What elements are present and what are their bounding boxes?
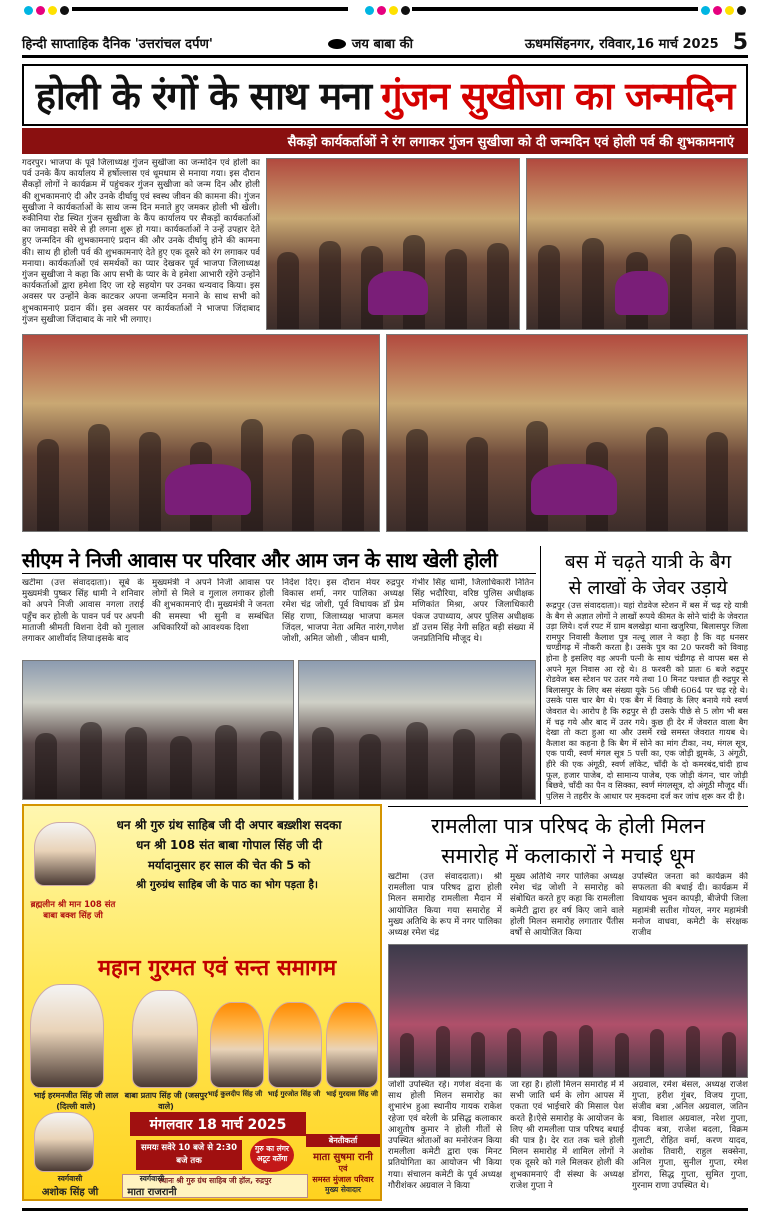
ramleela-top-rule <box>388 806 748 807</box>
ad-person-5: भाई गुरदास सिंह जी <box>326 1090 378 1098</box>
color-dots-left <box>24 6 69 15</box>
lead-headline-red: गुंजन सुखीजा का जन्मदिन <box>381 74 735 118</box>
cm-story-col-1: खटीमा (उत्त संवाददाता)। सूबे के मुख्यमंत्री पुष्कर सिंह धामी ने शनिवार को अपने निजी आवास नगला तराई पहुँच कर होली के पावन पर्व पर अपनी माताजी श्रीमती विशना देवी को गुलाल लगाकर आशीर्वाद लिया।इसके बाद <box>22 578 144 645</box>
cm-story-col-3: निर्देश दिए। इस दौरान मेयर रुद्रपुर विकास शर्मा, नगर पालिका अध्यक्ष रमेश चंद्र जोशी, पूर्व विधायक डॉ प्रेम सिंह राणा, जिलाध्यक्ष भाजपा कमल जिंदल, भाजपा नेता अमित नारंग,गणेश जोशी, अमित जोशी , जीवन धामी, <box>282 578 404 645</box>
bus-story-separator <box>540 546 541 804</box>
masthead-newspaper-name: हिन्दी साप्ताहिक दैनिक 'उत्तरांचल दर्पण' <box>22 36 213 52</box>
ad-bottom-left-role: स्वर्गवासी <box>57 1174 83 1183</box>
color-dots-center <box>365 6 410 15</box>
cm-story-col-2: मुख्यमंत्री ने अपने निजी आवास पर लोगों से मिले व गुलाल लगाकर होली की शुभकामनाएं दी। मुख्यमंत्री ने जनता की समस्या भी सुनी व सम्बंधित अधिकारियों को आवश्यक दिशा <box>152 578 274 633</box>
ad-host <box>306 1134 380 1198</box>
ad-bottom-mid-name: माता राजरानी <box>127 1187 177 1198</box>
ad-portrait-ashok-singh <box>34 1112 94 1172</box>
ramleela-headline-2: समारोह में कलाकारों ने मचाई धूम <box>441 844 695 868</box>
ad-portrait-2 <box>132 990 198 1088</box>
ramleela-col-3-bottom: अग्रवाल, रमेश बंसल, अध्यक्ष राजेश गुप्ता, हरीश गुंबर, विजय गुप्ता, संजीव बत्रा ,अनिल अग्रवाल, जतिन बत्रा, विशाल अग्रवाल, नरेश गुप्ता, दीपक बत्रा, राजेश बदला, विक्रम गुलाटी, रोहित वर्मा, करण यादव, अशोक तिवारी, राहुल सक्सेना, अनिल गुप्ता, सुनील गुप्ता, रमेश डोंगरा, सिद्ध गुप्ता, सुमित गुप्ता, गुरनाम राणा उपस्थित थे। <box>632 1080 748 1191</box>
color-dots-right <box>701 6 746 15</box>
ad-portrait-5 <box>326 1002 378 1088</box>
ad-time: समयः सवेरे 10 बजे से 2:30 बजे तक <box>136 1140 242 1170</box>
ad-person-1: भाई हरमनजीत सिंह जी लाल (दिल्ली वाले) <box>33 1091 119 1111</box>
masthead-date: ऊधमसिंहनगर, रविवार,16 मार्च 2025 <box>524 36 719 52</box>
ad-left-caption: ब्रह्मलीन श्री मान 108 संत बाबा बक्श सिंह जी <box>30 900 116 921</box>
ad-line-4: श्री गुरुग्रंथ साहिब जी के पाठ का भोग पड़ता है। <box>136 879 318 891</box>
lead-body: गदरपुर। भाजपा के पूर्व जिलाध्यक्ष गुंजन सुखीजा का जन्मदिन एवं होली का पर्व उनके कैंप कार्यालय में हर्षोल्लास एवं धूमधाम से मनाया गया। इस दौरान सैकड़ों लोगों ने कार्यक्रम में पहुंचकर गुंजन सुखीजा को जन्म दिन और होली की शुभकामनाएं दी और उनके दीर्घायु एवं स्वस्थ जीवन की कामना की। गुंजन सुखीजा ने कार्यकर्ताओं के साथ जन्म दिन मनाते हुए जमकर होली भी खेली। रुकीनिया रोड स्थित गुंजन सुखीजा के कैंप कार्यालय पर सैकड़ों कार्यकर्ताओं का जमावड़ा सवेरे से ही लगना शुरू हो गया। कार्यकर्ताओं ने उन्हें उपहार देते हुए जन्मदिन की शुभकामनाएं प्रदान की और उनके दीर्घायु होने की कामना की। साथ ही होली पर्व की शुभकामनाएं देते हुए एक दूसरे को रंग लगाकर पर्व मनाया। कार्यकर्ताओं एवं समर्थकों का प्यार देखकर पूर्व भाजपा जिलाध्यक्ष गुंजन सुखीजा ने कहा कि आप सभी के प्यार के वे हमेशा आभारी रहेंगे उन्होंने कार्यकर्ताओं द्वारा हमेशा दिए जा रहे सहयोग पर उनका धन्यवाद किया। इस अवसर पर उन्होंने केक काटकर अपना जन्मदिन मनाने के साथ सभी को शुभकामनाएं प्रदान कीं। इस अवसर पर कार्यकर्ताओं ने भाजपा जिंदाबाद गुंजन सुखीजा जिंदाबाद के नारे भी लगाए। <box>22 158 260 325</box>
page-number: 5 <box>732 30 749 55</box>
lead-photo-4 <box>386 334 748 532</box>
lead-subheadline: सैकड़ो कार्यकर्ताओं ने रंग लगाकर गुंजन सुखीजा को दी जन्मदिन एवं होली पर्व की शुभकामनाएं <box>22 128 748 154</box>
cm-story-headline: सीएम ने निजी आवास पर परिवार और आम जन के साथ खेली होली <box>22 548 498 572</box>
masthead <box>22 30 748 58</box>
bus-story-body: रूद्रपुर (उत्त संवाददाता)। यहां रोडवेज स्टेशन में बस में चढ़ रहे यात्री के बैग से अज्ञात लोगों ने लाखों रूपये कीमत के सोने चांदी के जेवरात उड़ा लिये। दर्ज रपट में ग्राम बलखेड़ा थाना खजुरिया, बिलासपुर जिला रामपुर निवासी कैलाश पुत्र नत्थू लाल ने कहा है कि वह धनसर चण्डीगढ़ में नौकरी करता है। उसके पुत्र का 20 फरवरी को विवाह होना है इसलिए वह अपनी पत्नी के साथ चंडीगढ़ से वापस बस से अपने मूल निवास आ रहे थे। 8 फरवरी को प्रातः 6 बजे रुद्रपुर रोडवेज बस स्टेशन पर उतर गये तथा 10 मिनट पश्चात ही रुद्रपुर से बिलासपुर के लिए बस संख्या यूके 56 जीबी 6064 पर चढ़ रहे थे। उसके पास चार बैग थे। एक बैग में विवाह के लिए बनाये गये स्वर्ण जेवरात थे। आरोप है कि रुद्रपुर से ही उसके पीछे से 5 लोग भी बस में चढ़ गये और बाद में उतर गये। कुछ ही देर में जेवरात वाला बैग देखा तो कटा हुआ था और उसमें रखे समस्त जेवरात गायब थे। कैलाश का कहना है कि बैग में सोने का मांग टीका, नथ, मंगल सूत्र, एक पायी, स्वर्ण मंगल सूत्र 5 पत्ती का, एक जोड़ी झुमके, 3 अंगूठी, हीरे की एक अंगूठी, स्वर्ण लॉकेट, चाँदी के दो कमरबंद,चांदी हाथ फूल, हजार पाजेब, दो सामान्य पाजेब, एक जोड़ी कंगन, चार जोड़ी बिछवे, चाँदी का पैन व सिक्का, स्वर्ण मंगलसूत्र, दो अंगूठी मौजूद थीं। पुलिस ने तहरीर के आधार पर मुकदमा दर्ज कर जांच शुरू कर दी है। <box>546 600 748 800</box>
ad-date: मंगलवार 18 मार्च 2025 <box>130 1112 306 1136</box>
lead-photo-3 <box>22 334 380 532</box>
ad-person-3: भाई कुलदीप सिंह जी <box>207 1090 263 1098</box>
ad-portrait-1 <box>30 984 104 1088</box>
ramleela-col-1-top: खटीमा (उत्त संवाददाता)। श्री रामलीला पात्र परिषद द्वारा होली मिलन समारोह रामलीला मैदान में आयोजित किया गया समारोह में मुख्य अतिथि के रूप में नगर पालिका अध्यक्ष रमेश चंद्र <box>388 872 502 939</box>
ad-portrait-4 <box>268 1002 322 1088</box>
ad-person-4: भाई गुरजोत सिंह जी <box>267 1090 321 1098</box>
ad-title: महान गुरमत एवं सन्त समागम <box>97 955 337 981</box>
ad-person-2: बाबा प्रताप सिंह जी (जसपुर वाले) <box>124 1091 208 1111</box>
ad-venue: स्थानः श्री गुरु ग्रंथ साहिब जी हॉल, रुद्रपुर <box>122 1174 308 1198</box>
lead-photo-1 <box>266 158 520 330</box>
ad-line-1: धन श्री गुरु ग्रंथ साहिब जी दी अपार बख़्शीश सदका <box>116 818 342 832</box>
ad-host-label: बेनतीकर्ता <box>306 1134 380 1147</box>
ad-host-family: समस्त मुंजाल परिवार <box>312 1175 374 1184</box>
cm-story-photo-2 <box>298 660 536 800</box>
cm-story-rule <box>22 573 536 574</box>
masthead-slogan: जय बाबा की <box>254 34 486 52</box>
header-rule-left <box>72 7 348 11</box>
ramleela-col-2-top: मुख्य अतिथि नगर पालिका अध्यक्ष रमेश चंद्र जोशी ने समारोह को संबोधित करते हुए कहा कि रामलीला कमेटी द्वारा हर वर्ष किए जाने वाले होली मिलन समारोह लगातार पैंतीस वर्षों से आयोजित किया <box>510 872 624 939</box>
ad-host-name: माता सुषमा रानी <box>313 1152 373 1163</box>
ramleela-col-1-bottom: जोशी उपस्थित रहे। गणेश वंदना के साथ होली मिलन समारोह का शुभारंभ हुआ स्थानीय गायक राकेश रहेजा एवं वरेली के प्रसिद्ध कलाकार आशुतोष कुमार ने होली गीतों से उपस्थित श्रोताओं का मनोरंजन किया रामलीला कमेटी द्वारा एक मिनट प्रतियोगिता का आयोजन भी किया गया। संचालन कमेटी के पूर्व अध्यक्ष गौरीशंकर अग्रवाल ने किया <box>388 1080 502 1191</box>
lead-headline <box>22 64 748 126</box>
ad-portrait-3 <box>210 1002 264 1088</box>
lead-photo-2 <box>526 158 748 330</box>
ad-bottom-left-name: अशोक सिंह जी <box>41 1187 99 1198</box>
eye-icon <box>328 39 346 49</box>
ramleela-crowd-photo <box>388 944 748 1078</box>
lead-headline-black: होली के रंगों के साथ मना <box>35 74 372 118</box>
ramleela-headline-1: रामलीला पात्र परिषद के होली मिलन <box>431 814 705 838</box>
bus-story-headline-2: से लाखों के जेवर उड़ाये <box>568 577 728 599</box>
bus-story-headline-1: बस में चढ़ते यात्री के बैग <box>564 551 732 573</box>
ad-host-connector: एवं <box>338 1164 348 1173</box>
ad-langar-seal: गुरु का लंगर अटूट वर्तेगा <box>250 1138 294 1172</box>
page-footer-rule <box>22 1208 748 1218</box>
ad-host-role: मुख्य सेवादार <box>324 1185 361 1194</box>
cm-story-col-4: गंभीर सिंह धामी, जिलाधिकारी नितिन सिंह भदौरिया, वरिष्ठ पुलिस अधीक्षक मणिकांत मिश्रा, अपर जिलाधिकारी पंकज उपाध्याय, अपर पुलिस अधीक्षक डॉ उत्तम सिंह नेगी सहित बड़ी संख्या में जनप्रतिनिधि मौजूद थे। <box>412 578 534 645</box>
cm-story-photo-1 <box>22 660 294 800</box>
gurmat-samagam-advertisement <box>22 804 382 1201</box>
header-rule-right <box>412 7 698 11</box>
ramleela-col-2-bottom: जा रहा है। होली मिलन समारोह में में सभी जाति धर्म के लोग आपस में एकता एवं भाईचारे की मिसाल पेश करते है।ऐसे समारोह के आयोजन के लिए श्री रामलीला पात्र परिषद बधाई की पात्र है। देर रात तक चले होली मिलन समारोह में शामिल लोगों ने एक दूसरे को गले मिलकर होली की शुभकामनाएं दी संस्था के अध्यक्ष राजेश गुप्ता ने <box>510 1080 624 1191</box>
ad-line-2: धन श्री 108 संत बाबा गोपाल सिंह जी दी <box>136 838 322 852</box>
ad-line-3: मर्यादानुसार हर साल की चेत की 5 को <box>147 858 311 872</box>
ad-bottom-mid-role: स्वर्गवासी <box>139 1174 165 1183</box>
ramleela-col-3-top: उपस्थित जनता को कार्यक्रम की सफलता की बधाई दी। कार्यक्रम में विधायक भुवन कापड़ी, बीजेपी जिला महामंत्री सतीश गोयल, नगर महामंत्री मनोज वाधवा, कमेटी के संरक्षक राजीव <box>632 872 748 939</box>
